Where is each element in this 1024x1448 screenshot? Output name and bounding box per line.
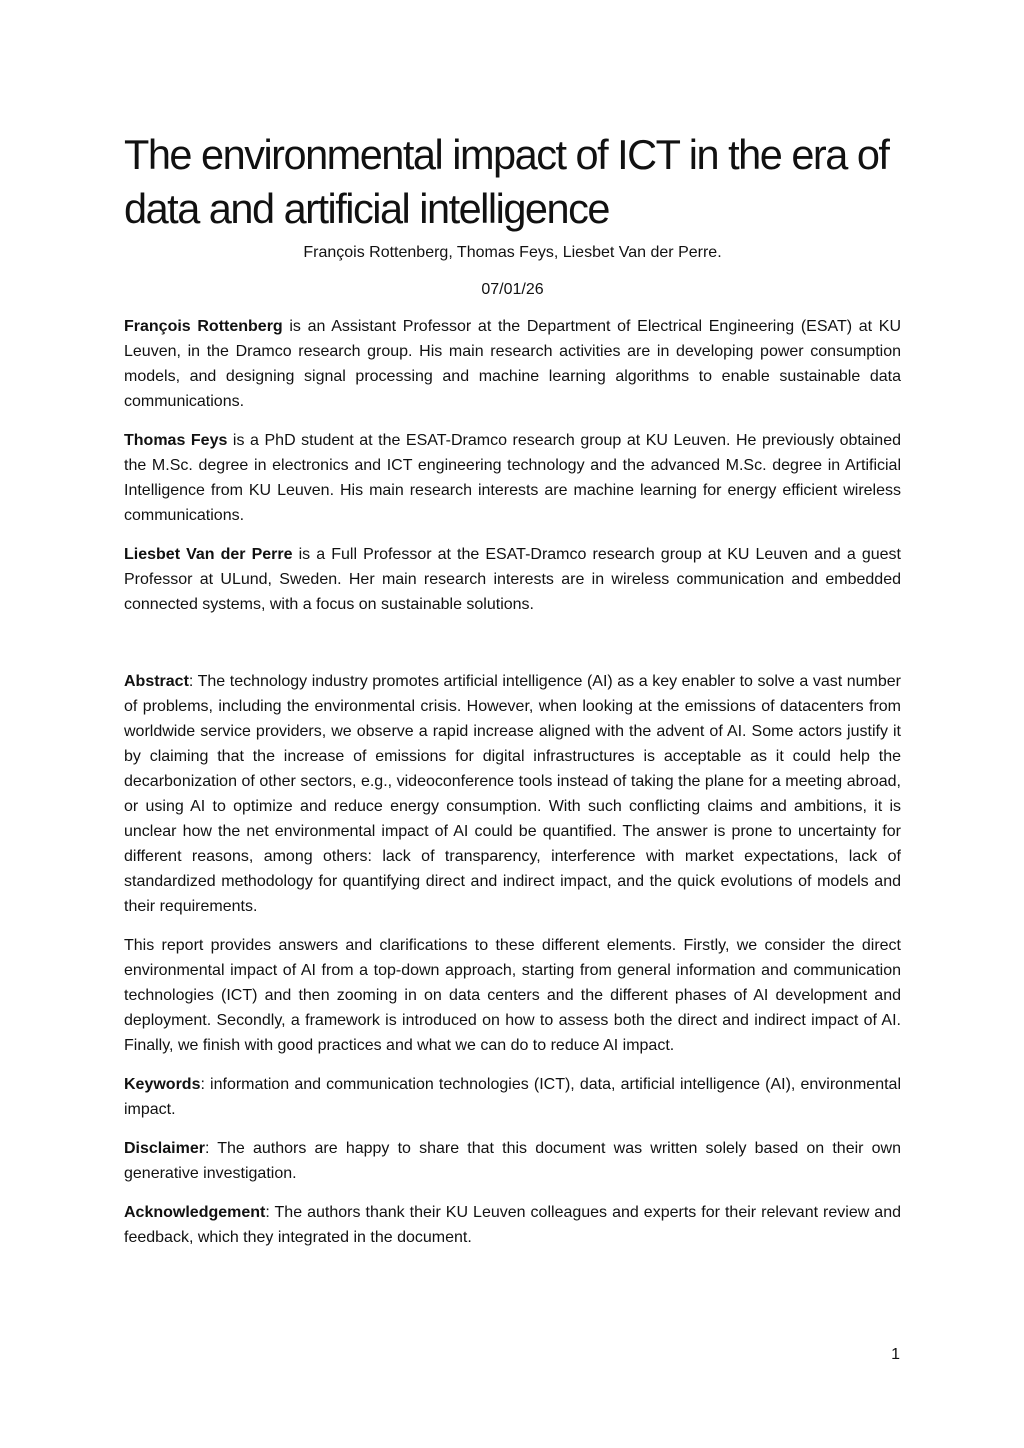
document-title: The environmental impact of ICT in the era of data and artificial intelligence <box>124 131 889 232</box>
keywords-paragraph <box>124 1072 901 1122</box>
author-list: François Rottenberg, Thomas Feys, Liesbet Van der Perre. <box>303 244 722 261</box>
page-number: 1 <box>891 1346 900 1363</box>
disclaimer-text: : The authors are happy to share that this document was written solely based on their own generative investigation. <box>124 1140 901 1182</box>
acknowledgement-paragraph <box>124 1200 901 1250</box>
page-content <box>124 128 901 1250</box>
author-bio-text: is a PhD student at the ESAT-Dramco research group at KU Leuven. He previously obtained the M.Sc. degree in electronics and ICT engineering technology and the advanced M.Sc. degree in Artificial Intelligence from KU Leuven. His main research interests are machine learning for energy efficient wireless communications. <box>124 432 901 524</box>
document-date: 07/01/26 <box>481 281 544 298</box>
disclaimer-label: Disclaimer <box>124 1140 205 1157</box>
acknowledgement-text: : The authors thank their KU Leuven colleagues and experts for their relevant review and feedback, which they integrated in the document. <box>124 1204 901 1246</box>
acknowledgement-label: Acknowledgement <box>124 1204 266 1221</box>
author-bio-text: is an Assistant Professor at the Department of Electrical Engineering (ESAT) at KU Leuven, in the Dramco research group. His main research activities are in developing power consumption models, and designing signal processing and machine learning algorithms to enable sustainable data communications. <box>124 318 902 410</box>
author-name: Liesbet Van der Perre <box>124 546 293 563</box>
author-name: François Rottenberg <box>124 318 283 335</box>
abstract-text: : The technology industry promotes artificial intelligence (AI) as a key enabler to solve a vast number of problems, including the environmental crisis. However, when looking at the emissions of datacenters from worldwide service providers, we observe a rapid increase aligned with the advent of AI. Some actors justify it by claiming that the increase of emissions for digital infrastructures is acceptable as it could help the decarbonization of other sectors, e.g., videoconference tools instead of taking the plane for a meeting abroad, or using AI to optimize and reduce energy consumption. With such conflicting claims and ambitions, it is unclear how the net environmental impact of AI could be quantified. The answer is prone to uncertainty for different reasons, among others: lack of transparency, interference with market expectations, lack of standardized methodology for quantifying direct and indirect impact, and the quick evolutions of models and their requirements. <box>124 673 901 915</box>
author-bio-rottenberg <box>124 314 901 414</box>
keywords-text: : information and communication technologies (ICT), data, artificial intelligence (AI), environmental impact. <box>124 1076 901 1118</box>
report-overview-paragraph: This report provides answers and clarifications to these different elements. Firstly, we consider the direct environmental impact of AI from a top-down approach, starting from general information and communication technologies (ICT) and then zooming in on data centers and the different phases of AI development and deployment. Secondly, a framework is introduced on how to assess both the direct and indirect impact of AI. Finally, we finish with good practices and what we can do to reduce AI impact. <box>124 937 901 1054</box>
abstract-paragraph <box>124 669 901 919</box>
disclaimer-paragraph <box>124 1136 901 1186</box>
author-bio-van-der-perre <box>124 542 901 617</box>
author-bio-feys <box>124 428 901 528</box>
author-bio-text: is a Full Professor at the ESAT-Dramco research group at KU Leuven and a guest Professor at ULund, Sweden. Her main research interests are in wireless communication and embedded connected systems, with a focus on sustainable solutions. <box>124 546 901 613</box>
author-name: Thomas Feys <box>124 432 228 449</box>
keywords-label: Keywords <box>124 1076 201 1093</box>
abstract-label: Abstract <box>124 673 189 690</box>
